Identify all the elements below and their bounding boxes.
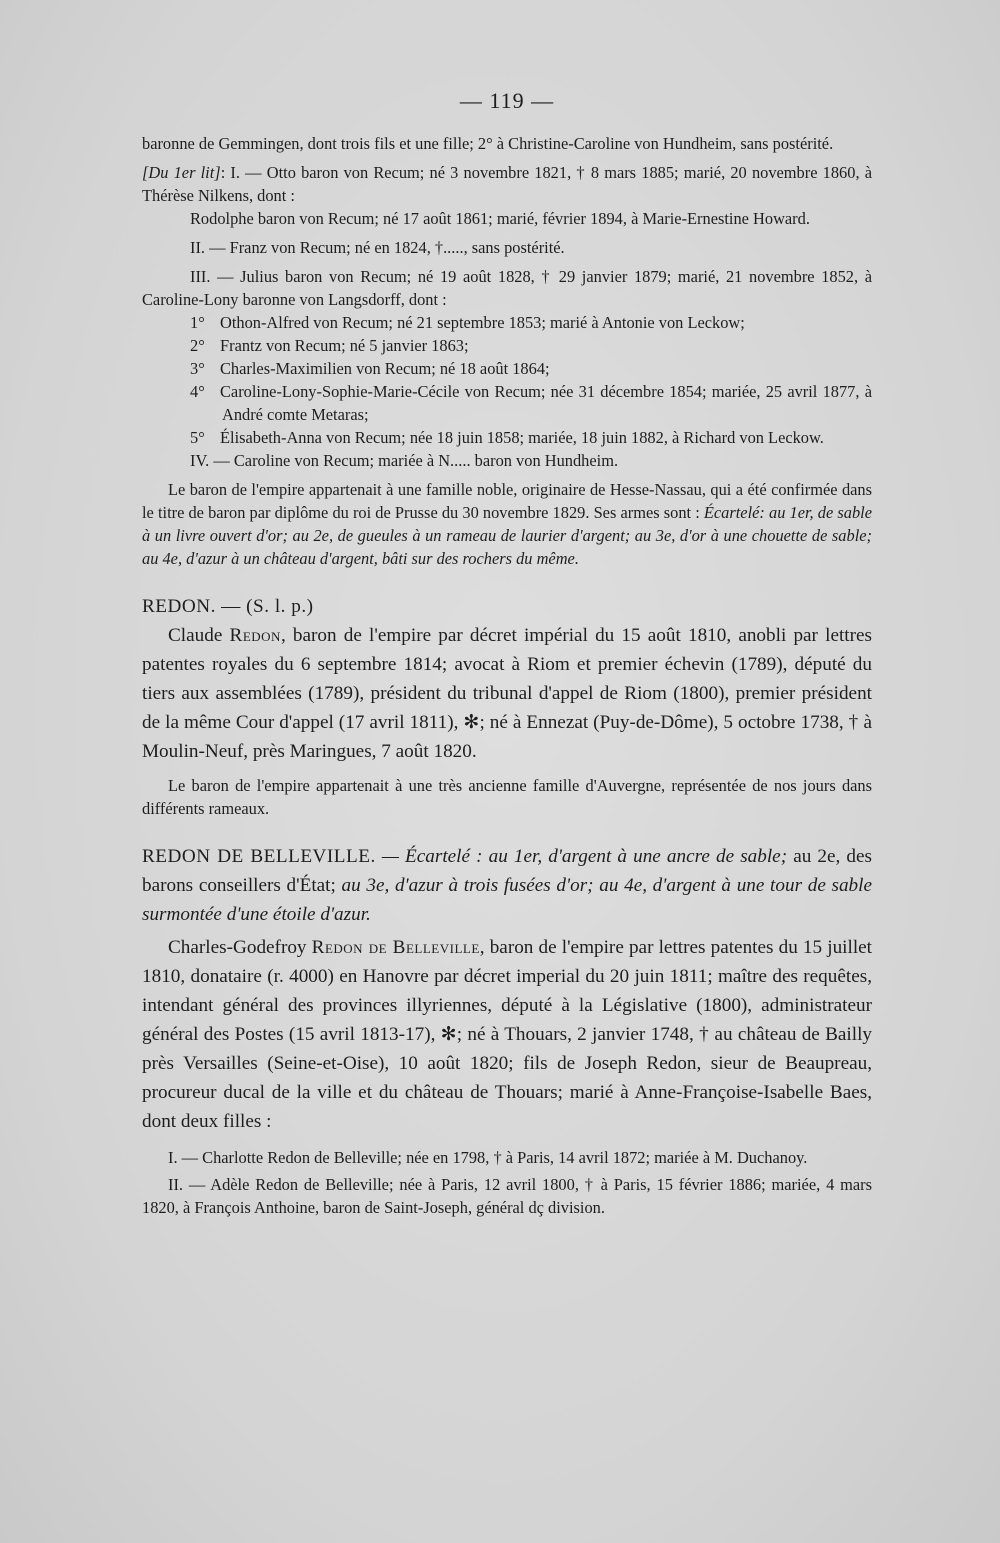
belleville-paragraph (142, 933, 872, 1136)
list-item (142, 380, 872, 426)
list-item (142, 357, 872, 380)
belleville-heading: REDON DE BELLEVILLE. (142, 846, 376, 867)
continuation-paragraph: baronne de Gemmingen, dont trois fils et une fille; 2° à Christine-Caroline von Hundheim, sans postérité. (142, 134, 834, 153)
daughters-list (142, 1146, 872, 1219)
arms-rest: au 3e, d'azur à trois fusées d'or; au 4e, d'argent à une tour de sable surmontée d'une étoile d'azur. (142, 875, 873, 925)
redon-heading: REDON. — (S. l. p.) (142, 596, 314, 617)
caroline-entry: IV. — Caroline von Recum; mariée à N..... baron von Hundheim. (190, 451, 619, 470)
item-text: Othon-Alfred von Recum; né 21 septembre 1853; marié à Antonie von Leckow; (220, 313, 745, 332)
julius-entry (142, 265, 872, 311)
redon-section (142, 621, 872, 766)
belleville-section (142, 842, 872, 1136)
arms-intro: — Écartelé : au 1er, d'argent à une ancre de sable; (381, 846, 788, 867)
list-item: I. — Charlotte Redon de Belleville; née en 1798, † à Paris, 14 avril 1872; mariée à M. Duchanoy. (168, 1148, 808, 1167)
item-number: 1° (190, 313, 205, 332)
surname: Redon (229, 625, 281, 646)
item-number: 5° (190, 428, 205, 447)
redon-body: , baron de l'empire par décret impérial du 15 août 1810, anobli par lettres patentes royales du 6 septembre 1814; avocat à Riom et premier échevin (1789), député du tiers aux assemblées (1789), président du tribunal d'appel de Riom (1800), premier président de la même Cour d'appel (17 avril 1811), ✻; né à Ennezat (Puy-de-Dôme), 5 octobre 1738, † à Moulin-Neuf, près Maringues, 7 août 1820. (142, 625, 873, 762)
redon-paragraph (142, 621, 872, 766)
item-text: Frantz von Recum; né 5 janvier 1863; (220, 336, 469, 355)
item-number: 4° (190, 382, 205, 401)
list-item (142, 334, 872, 357)
julius-text: III. — Julius baron von Recum; né 19 août 1828, † 29 janvier 1879; marié, 21 novembre 1852, à Caroline-Lony baronne von Langsdorff, dont : (142, 267, 872, 309)
note-text: Le baron de l'empire appartenait à une famille noble, originaire de Hesse-Nassau, qui a été confirmée dans le titre de baron par diplôme du roi de Prusse du 30 novembre 1829. Ses armes sont : (142, 480, 872, 522)
rodolphe-entry: Rodolphe baron von Recum; né 17 août 1861; marié, février 1894, à Marie-Ernestine Howard. (190, 209, 810, 228)
recum-section (142, 132, 872, 570)
otto-entry (142, 161, 872, 207)
children-list (142, 311, 872, 449)
list-item (142, 426, 872, 449)
belleville-body: , baron de l'empire par lettres patentes du 15 juillet 1810, donataire (r. 4000) en Hanovre par décret imperial du 20 juin 1811; maître des requêtes, intendant général des provinces illyriennes, député à la Législative (1800), administrateur général des Postes (15 avril 1813-17), ✻; né à Thouars, 2 janvier 1748, † au château de Bailly près Versailles (Seine-et-Oise), 10 août 1820; fils de Joseph Redon, sieur de Beaupreau, procureur ducal de la ville et du château de Thouars; marié à Anne-Françoise-Isabelle Baes, dont deux filles : (142, 937, 873, 1132)
arms-mid: au 2e, des barons conseillers d'État; (142, 846, 872, 896)
surname: Redon de Belleville (311, 937, 480, 958)
first-name: Charles-Godefroy (168, 937, 307, 958)
belleville-heading-paragraph (142, 842, 872, 929)
first-marriage-label: [Du 1er lit] (142, 163, 221, 182)
redon-note-section (142, 774, 872, 820)
item-text: Élisabeth-Anna von Recum; née 18 juin 1858; mariée, 18 juin 1882, à Richard von Leckow. (220, 428, 824, 447)
list-item (142, 311, 872, 334)
item-text: Caroline-Lony-Sophie-Marie-Cécile von Recum; née 31 décembre 1854; mariée, 25 avril 1877, à André comte Metaras; (220, 382, 872, 424)
otto-text: : I. — Otto baron von Recum; né 3 novembre 1821, † 8 mars 1885; marié, 20 novembre 1860, à Thérèse Nilkens, dont : (142, 163, 873, 205)
item-number: 2° (190, 336, 205, 355)
list-item: II. — Adèle Redon de Belleville; née à Paris, 12 avril 1800, † à Paris, 15 février 1886; mariée, 4 mars 1820, à François Anthoine, baron de Saint-Joseph, général dç division. (142, 1175, 872, 1217)
first-name: Claude (168, 625, 223, 646)
arms-description: Écartelé: au 1er, de sable à un livre ouvert d'or; au 2e, de gueules à un rameau de laurier d'argent; au 3e, d'or à une chouette de sable; au 4e, d'azur à un château d'argent, bâti sur des rochers du même. (142, 503, 872, 568)
item-text: Charles-Maximilien von Recum; né 18 août 1864; (220, 359, 550, 378)
recum-note (142, 478, 872, 570)
redon-note: Le baron de l'empire appartenait à une très ancienne famille d'Auvergne, représentée de nos jours dans différents rameaux. (142, 776, 872, 818)
page-number: — 119 — (459, 88, 555, 113)
franz-entry: II. — Franz von Recum; né en 1824, †....., sans postérité. (190, 238, 565, 257)
item-number: 3° (190, 359, 205, 378)
